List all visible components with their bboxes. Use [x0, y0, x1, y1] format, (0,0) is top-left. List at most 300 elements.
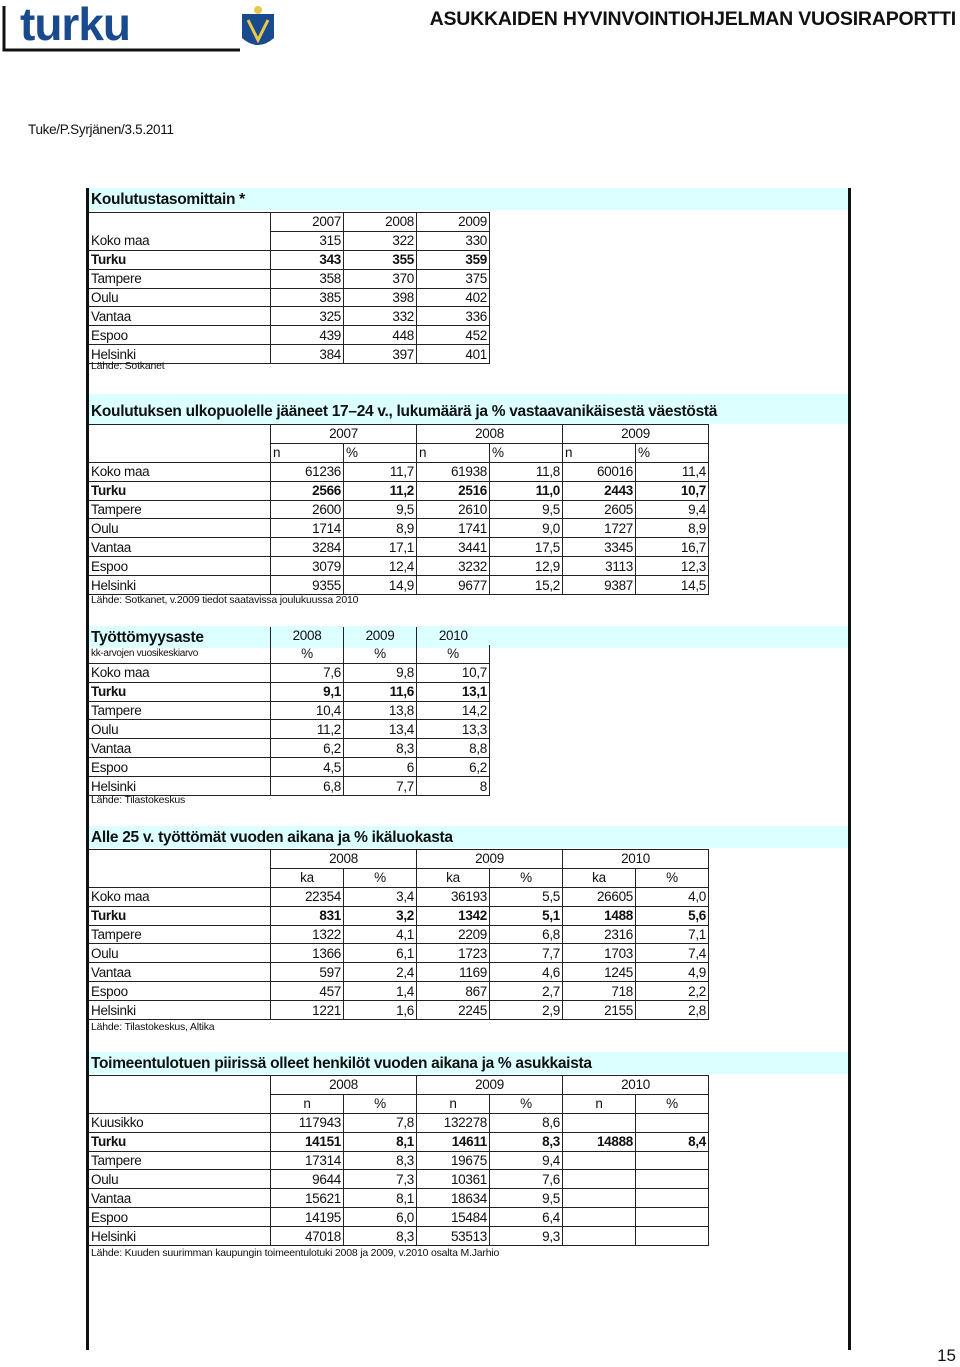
- table-row: [89, 500, 709, 519]
- table-cell: 375: [417, 269, 490, 288]
- section-title-4: Alle 25 v. työttömät vuoden aikana ja % ikäluokasta: [91, 829, 453, 846]
- table-cell: 17314: [271, 1151, 344, 1170]
- table-cell: 1741: [417, 519, 490, 538]
- table-row: [89, 925, 709, 944]
- column-subheader: %: [490, 1094, 563, 1113]
- table-cell: 18634: [417, 1189, 490, 1208]
- table-cell: 117943: [271, 1113, 344, 1132]
- table-cell: 452: [417, 326, 490, 345]
- table-row: [89, 906, 709, 925]
- table-row: [89, 944, 709, 963]
- table-cell: 3345: [563, 538, 636, 557]
- table-cell: [563, 1189, 636, 1208]
- table-row: [89, 307, 490, 326]
- table-cell: 3079: [271, 557, 344, 576]
- table-cell: 6,1: [344, 944, 417, 963]
- table-row: [89, 1001, 709, 1020]
- source-4: Lähde: Tilastokeskus, Altika: [91, 1021, 215, 1033]
- table-cell: 13,1: [417, 682, 490, 701]
- table-cell: 10361: [417, 1170, 490, 1189]
- table-cell: 343: [271, 250, 344, 269]
- table-cell: 6,2: [271, 739, 344, 758]
- row-label: Turku: [89, 1132, 271, 1151]
- table-cell: 9644: [271, 1170, 344, 1189]
- table-cell: 2,4: [344, 963, 417, 982]
- table-cell: 867: [417, 982, 490, 1001]
- table-cell: 397: [344, 345, 417, 364]
- table-cell: 10,7: [417, 663, 490, 682]
- table-cell: 11,2: [271, 720, 344, 739]
- table-cell: 5,5: [490, 887, 563, 906]
- table-cell: 9,8: [344, 663, 417, 682]
- table-cell: [636, 1227, 709, 1246]
- table-cell: 13,3: [417, 720, 490, 739]
- row-label: Espoo: [89, 758, 271, 777]
- year-header: 2008: [271, 1076, 417, 1095]
- subheader-row: [89, 868, 709, 887]
- row-label: Espoo: [89, 326, 271, 345]
- table-cell: 315: [271, 231, 344, 250]
- table-cell: [563, 1227, 636, 1246]
- table-cell: 47018: [271, 1227, 344, 1246]
- table-cell: 9387: [563, 576, 636, 595]
- row-label: Oulu: [89, 720, 271, 739]
- table-cell: 7,7: [344, 777, 417, 796]
- table-cell: 1714: [271, 519, 344, 538]
- education-table: [89, 212, 490, 364]
- table-cell: 60016: [563, 462, 636, 481]
- table-row: [89, 1170, 709, 1189]
- table-cell: 14,2: [417, 701, 490, 720]
- column-subheader: %: [636, 868, 709, 887]
- table-cell: 330: [417, 231, 490, 250]
- table-cell: 358: [271, 269, 344, 288]
- subheader-row: [89, 443, 709, 462]
- table-cell: 8,4: [636, 1132, 709, 1151]
- table-cell: 2566: [271, 481, 344, 500]
- table-row: [89, 481, 709, 500]
- column-subheader: n: [271, 443, 344, 462]
- table-cell: 2443: [563, 481, 636, 500]
- table-cell: 355: [344, 250, 417, 269]
- table-cell: 2,7: [490, 982, 563, 1001]
- table-cell: 132278: [417, 1113, 490, 1132]
- row-label: Vantaa: [89, 739, 271, 758]
- table-cell: 7,4: [636, 944, 709, 963]
- subheader-row: [89, 1094, 709, 1113]
- column-subheader: %: [271, 645, 344, 663]
- table-cell: 12,9: [490, 557, 563, 576]
- row-label: Oulu: [89, 944, 271, 963]
- table-cell: 4,9: [636, 963, 709, 982]
- table-cell: 439: [271, 326, 344, 345]
- table-cell: [636, 1151, 709, 1170]
- table-cell: 14195: [271, 1208, 344, 1227]
- year-header: 2007: [271, 425, 417, 444]
- year-header: 2009: [417, 850, 563, 869]
- table-cell: 2,2: [636, 982, 709, 1001]
- column-subheader: n: [563, 443, 636, 462]
- table-cell: 9,4: [636, 500, 709, 519]
- row-label: Kuusikko: [89, 1113, 271, 1132]
- column-subheader: %: [636, 443, 709, 462]
- year-header: 2008: [344, 213, 417, 232]
- table-cell: 332: [344, 307, 417, 326]
- table-cell: 597: [271, 963, 344, 982]
- table-cell: 4,6: [490, 963, 563, 982]
- table-cell: 10,7: [636, 481, 709, 500]
- turku-logo: [2, 2, 274, 54]
- table-cell: 4,5: [271, 758, 344, 777]
- row-label: Helsinki: [89, 345, 271, 364]
- table-cell: 14888: [563, 1132, 636, 1151]
- row-label: Espoo: [89, 557, 271, 576]
- year-header: 2009: [344, 627, 417, 645]
- table-row: [89, 777, 490, 796]
- table-cell: 13,8: [344, 701, 417, 720]
- year-header: 2008: [271, 627, 344, 645]
- table-cell: 61938: [417, 462, 490, 481]
- income-support-table: [89, 1075, 709, 1246]
- table-row: [89, 576, 709, 595]
- table-row: [89, 538, 709, 557]
- table-cell: 5,1: [490, 906, 563, 925]
- row-label: Oulu: [89, 1170, 271, 1189]
- table-cell: 6,4: [490, 1208, 563, 1227]
- table-cell: 6: [344, 758, 417, 777]
- table-row: [89, 701, 490, 720]
- table-cell: 2,8: [636, 1001, 709, 1020]
- unemployment-table: [89, 627, 490, 796]
- table-row: [89, 663, 490, 682]
- table-cell: 22354: [271, 887, 344, 906]
- table-cell: 370: [344, 269, 417, 288]
- table-row: [89, 1227, 709, 1246]
- table-cell: 61236: [271, 462, 344, 481]
- year-header: 2008: [271, 850, 417, 869]
- table-cell: 2600: [271, 500, 344, 519]
- table-cell: 9,1: [271, 682, 344, 701]
- table-row: [89, 557, 709, 576]
- table-cell: 11,8: [490, 462, 563, 481]
- source-3: Lähde: Tilastokeskus: [91, 794, 186, 806]
- table-cell: 9355: [271, 576, 344, 595]
- row-label-empty: [89, 443, 271, 462]
- table-cell: 325: [271, 307, 344, 326]
- table-cell: 11,6: [344, 682, 417, 701]
- table-cell: 401: [417, 345, 490, 364]
- row-label: Helsinki: [89, 1227, 271, 1246]
- year-header: 2009: [417, 1076, 563, 1095]
- table-cell: 8,1: [344, 1132, 417, 1151]
- row-label: Espoo: [89, 1208, 271, 1227]
- table-cell: 3232: [417, 557, 490, 576]
- table-cell: 385: [271, 288, 344, 307]
- table-cell: 2316: [563, 925, 636, 944]
- table-cell: 10,4: [271, 701, 344, 720]
- table-cell: 3,4: [344, 887, 417, 906]
- row-label: Tampere: [89, 500, 271, 519]
- table-row: [89, 982, 709, 1001]
- table-cell: 8,9: [636, 519, 709, 538]
- table-cell: 8,8: [417, 739, 490, 758]
- document-title: ASUKKAIDEN HYVINVOINTIOHJELMAN VUOSIRAPORTTI: [429, 8, 956, 30]
- row-label: Oulu: [89, 288, 271, 307]
- table-cell: 8,9: [344, 519, 417, 538]
- table-cell: 457: [271, 982, 344, 1001]
- column-subheader: %: [344, 1094, 417, 1113]
- row-label: Turku: [89, 682, 271, 701]
- table-cell: 9,0: [490, 519, 563, 538]
- table-cell: 6,0: [344, 1208, 417, 1227]
- table-cell: 1169: [417, 963, 490, 982]
- table-cell: 14,9: [344, 576, 417, 595]
- table-cell: 12,3: [636, 557, 709, 576]
- row-label: Tampere: [89, 1151, 271, 1170]
- section-title-2: Koulutuksen ulkopuolelle jääneet 17–24 v., lukumäärä ja % vastaavanikäisestä väestöstä: [91, 403, 718, 420]
- year-header: 2009: [417, 213, 490, 232]
- table-cell: 3284: [271, 538, 344, 557]
- youth-unemployment-table: [89, 849, 709, 1020]
- column-subheader: %: [344, 443, 417, 462]
- row-label: Oulu: [89, 519, 271, 538]
- row-label: Turku: [89, 906, 271, 925]
- row-label: Koko maa: [89, 462, 271, 481]
- table-cell: 12,4: [344, 557, 417, 576]
- table-cell: 9,5: [490, 500, 563, 519]
- table-cell: 13,4: [344, 720, 417, 739]
- table-row: [89, 758, 490, 777]
- table-cell: 16,7: [636, 538, 709, 557]
- column-subheader: %: [344, 868, 417, 887]
- column-subheader: n: [417, 1094, 490, 1113]
- table-cell: [636, 1208, 709, 1227]
- table-cell: 1723: [417, 944, 490, 963]
- row-label-empty: [89, 1094, 271, 1113]
- source-5: Lähde: Kuuden suurimman kaupungin toimeentulotuki 2008 ja 2009, v.2010 osalta M.Jarhio: [91, 1247, 500, 1259]
- column-subheader: %: [490, 443, 563, 462]
- row-label: Vantaa: [89, 538, 271, 557]
- row-label: Vantaa: [89, 307, 271, 326]
- column-subheader: ka: [563, 868, 636, 887]
- table-cell: 17,1: [344, 538, 417, 557]
- row-label: Koko maa: [89, 887, 271, 906]
- table-cell: 11,0: [490, 481, 563, 500]
- table-cell: 15621: [271, 1189, 344, 1208]
- table-cell: 7,3: [344, 1170, 417, 1189]
- column-subheader: ka: [271, 868, 344, 887]
- year-header: 2007: [271, 213, 344, 232]
- table-cell: 322: [344, 231, 417, 250]
- row-label: Koko maa: [89, 231, 271, 250]
- table-cell: 9,3: [490, 1227, 563, 1246]
- table-cell: 6,2: [417, 758, 490, 777]
- row-label: Tampere: [89, 701, 271, 720]
- table-cell: 8,3: [344, 739, 417, 758]
- table-cell: 3,2: [344, 906, 417, 925]
- table-cell: 448: [344, 326, 417, 345]
- table-cell: 15484: [417, 1208, 490, 1227]
- table-cell: [636, 1113, 709, 1132]
- column-subheader: n: [563, 1094, 636, 1113]
- table-cell: 8,3: [344, 1227, 417, 1246]
- column-subheader: %: [636, 1094, 709, 1113]
- table-cell: 6,8: [271, 777, 344, 796]
- table-cell: 3441: [417, 538, 490, 557]
- subheader-row: [89, 645, 490, 663]
- table-cell: 36193: [417, 887, 490, 906]
- year-header: 2010: [563, 850, 709, 869]
- table-cell: 384: [271, 345, 344, 364]
- table-cell: 2605: [563, 500, 636, 519]
- table-cell: 402: [417, 288, 490, 307]
- table-row: [89, 963, 709, 982]
- table-cell: 7,1: [636, 925, 709, 944]
- column-subheader: n: [271, 1094, 344, 1113]
- table-cell: 11,2: [344, 481, 417, 500]
- table-row: [89, 887, 709, 906]
- table-row: [89, 269, 490, 288]
- table-row: [89, 231, 490, 250]
- table-cell: [563, 1170, 636, 1189]
- table-cell: 9,5: [490, 1189, 563, 1208]
- row-label: Vantaa: [89, 1189, 271, 1208]
- row-label: Vantaa: [89, 963, 271, 982]
- column-subheader: %: [490, 868, 563, 887]
- row-label: Helsinki: [89, 777, 271, 796]
- table-cell: 11,7: [344, 462, 417, 481]
- row-label: Helsinki: [89, 576, 271, 595]
- table-cell: 831: [271, 906, 344, 925]
- table-cell: 1727: [563, 519, 636, 538]
- row-label: Turku: [89, 481, 271, 500]
- table-cell: 2245: [417, 1001, 490, 1020]
- row-label: Tampere: [89, 269, 271, 288]
- table-cell: [563, 1151, 636, 1170]
- table-cell: 9677: [417, 576, 490, 595]
- table-row: [89, 519, 709, 538]
- table-row: [89, 1189, 709, 1208]
- table-cell: [563, 1113, 636, 1132]
- row-label: Helsinki: [89, 1001, 271, 1020]
- table-cell: 1221: [271, 1001, 344, 1020]
- table-cell: 7,6: [490, 1170, 563, 1189]
- table-cell: 1366: [271, 944, 344, 963]
- table-cell: 1322: [271, 925, 344, 944]
- table-row: [89, 682, 490, 701]
- section-title-5: Toimeentulotuen piirissä olleet henkilöt vuoden aikana ja % asukkaista: [91, 1055, 592, 1072]
- row-label: Tampere: [89, 925, 271, 944]
- column-subheader: n: [417, 443, 490, 462]
- table-cell: 7,8: [344, 1113, 417, 1132]
- row-label-empty: [89, 868, 271, 887]
- table-cell: 8: [417, 777, 490, 796]
- table-row: [89, 1208, 709, 1227]
- table-cell: 19675: [417, 1151, 490, 1170]
- table-cell: 7,6: [271, 663, 344, 682]
- table-cell: 718: [563, 982, 636, 1001]
- table-row: [89, 462, 709, 481]
- source-2: Lähde: Sotkanet, v.2009 tiedot saatavissa joulukuussa 2010: [91, 594, 359, 606]
- table-row: [89, 1132, 709, 1151]
- row-label: Turku: [89, 250, 271, 269]
- table-cell: 15,2: [490, 576, 563, 595]
- table-cell: 1245: [563, 963, 636, 982]
- year-header: 2009: [563, 425, 709, 444]
- table-cell: 2155: [563, 1001, 636, 1020]
- source-1: Lähde: Sotkanet: [91, 360, 165, 372]
- column-subheader: %: [417, 645, 490, 663]
- table-cell: 4,1: [344, 925, 417, 944]
- table-row: [89, 739, 490, 758]
- table-row: [89, 720, 490, 739]
- table-cell: [636, 1170, 709, 1189]
- frame-right-border: [848, 188, 851, 1350]
- table-cell: [636, 1189, 709, 1208]
- table-cell: 17,5: [490, 538, 563, 557]
- table-row: [89, 250, 490, 269]
- table-cell: 1342: [417, 906, 490, 925]
- table-cell: 53513: [417, 1227, 490, 1246]
- table-cell: 1,4: [344, 982, 417, 1001]
- table-row: [89, 288, 490, 307]
- table-cell: 14,5: [636, 576, 709, 595]
- table-cell: 2209: [417, 925, 490, 944]
- table-cell: 5,6: [636, 906, 709, 925]
- table-cell: 398: [344, 288, 417, 307]
- table-note: kk-arvojen vuosikeskiarvo: [89, 645, 271, 663]
- table-row: [89, 1151, 709, 1170]
- table-cell: 11,4: [636, 462, 709, 481]
- table-cell: 8,1: [344, 1189, 417, 1208]
- table-cell: [563, 1208, 636, 1227]
- year-header: 2008: [417, 425, 563, 444]
- row-label: Espoo: [89, 982, 271, 1001]
- table-row: [89, 1113, 709, 1132]
- column-subheader: %: [344, 645, 417, 663]
- table-cell: 3113: [563, 557, 636, 576]
- table-row: [89, 326, 490, 345]
- table-cell: 8,6: [490, 1113, 563, 1132]
- table-cell: 14151: [271, 1132, 344, 1151]
- coat-of-arms-icon: [242, 6, 274, 45]
- column-subheader: ka: [417, 868, 490, 887]
- section-title-3: Työttömyysaste: [91, 629, 204, 646]
- section-title-1: Koulutustasomittain *: [91, 191, 245, 208]
- table-cell: 1,6: [344, 1001, 417, 1020]
- table-cell: 4,0: [636, 887, 709, 906]
- table-cell: 6,8: [490, 925, 563, 944]
- author-line: Tuke/P.Syrjänen/3.5.2011: [28, 122, 174, 137]
- year-header: 2010: [417, 627, 490, 645]
- table-cell: 8,3: [490, 1132, 563, 1151]
- table-cell: 2,9: [490, 1001, 563, 1020]
- year-header: 2010: [563, 1076, 709, 1095]
- logo-wordmark: turku: [20, 2, 130, 50]
- table-cell: 2610: [417, 500, 490, 519]
- table-cell: 8,3: [344, 1151, 417, 1170]
- table-cell: 9,4: [490, 1151, 563, 1170]
- table-cell: 26605: [563, 887, 636, 906]
- table-cell: 336: [417, 307, 490, 326]
- table-cell: 359: [417, 250, 490, 269]
- table-cell: 1488: [563, 906, 636, 925]
- table-cell: 1703: [563, 944, 636, 963]
- table-cell: 7,7: [490, 944, 563, 963]
- row-label: Koko maa: [89, 663, 271, 682]
- outside-education-table: [89, 424, 709, 595]
- table-cell: 2516: [417, 481, 490, 500]
